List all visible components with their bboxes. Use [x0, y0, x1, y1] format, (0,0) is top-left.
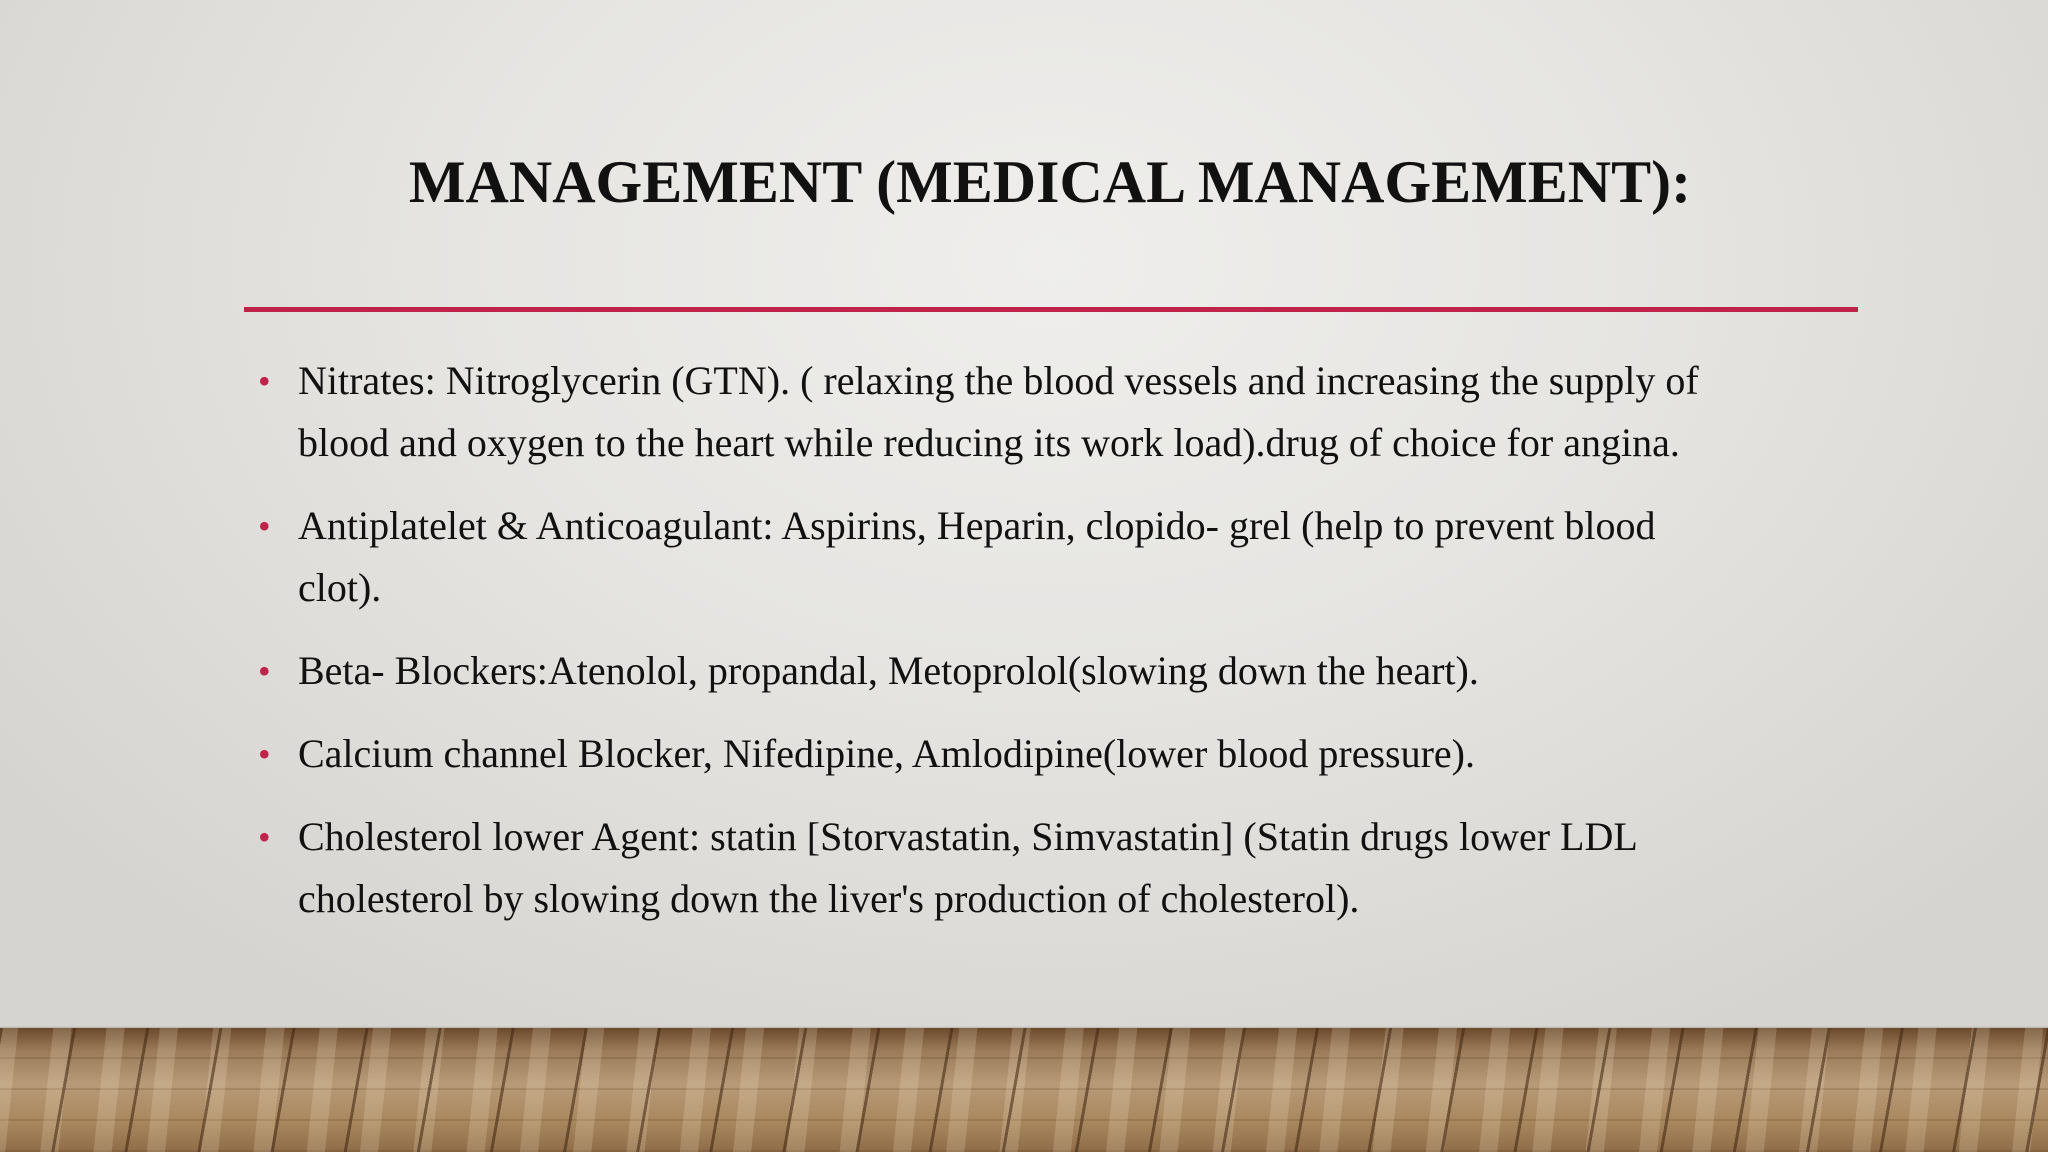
bullet-item — [258, 723, 1838, 785]
bullet-line: cholesterol by slowing down the liver's production of cholesterol). — [298, 876, 1360, 921]
bullet-icon: • — [258, 361, 271, 401]
bullet-line: Antiplatelet & Anticoagulant: Aspirins, Heparin, clopido- grel (help to prevent blood — [298, 503, 1656, 548]
bullet-line: Cholesterol lower Agent: statin [Storvastatin, Simvastatin] (Statin drugs lower LDL — [298, 814, 1638, 859]
bullet-icon: • — [258, 506, 271, 546]
bullet-item — [258, 806, 1838, 930]
slide-title: MANAGEMENT (MEDICAL MANAGEMENT): — [408, 149, 1692, 215]
bullet-item — [258, 640, 1838, 702]
bullet-line: blood and oxygen to the heart while reducing its work load).drug of choice for angina. — [298, 420, 1680, 465]
bullet-list — [258, 350, 1838, 951]
bullet-icon: • — [258, 651, 271, 691]
bullet-line: Nitrates: Nitroglycerin (GTN). ( relaxing the blood vessels and increasing the supply of — [298, 358, 1699, 403]
bullet-item — [258, 350, 1838, 474]
wood-floor-decoration — [0, 1028, 2048, 1152]
bullet-line: Beta- Blockers:Atenolol, propandal, Metoprolol(slowing down the heart). — [298, 648, 1479, 693]
bullet-icon: • — [258, 817, 271, 857]
bullet-line: clot). — [298, 565, 382, 610]
title-divider — [244, 307, 1858, 312]
bullet-line: Calcium channel Blocker, Nifedipine, Amlodipine(lower blood pressure). — [298, 731, 1475, 776]
bullet-icon: • — [258, 734, 271, 774]
bullet-item — [258, 495, 1838, 619]
